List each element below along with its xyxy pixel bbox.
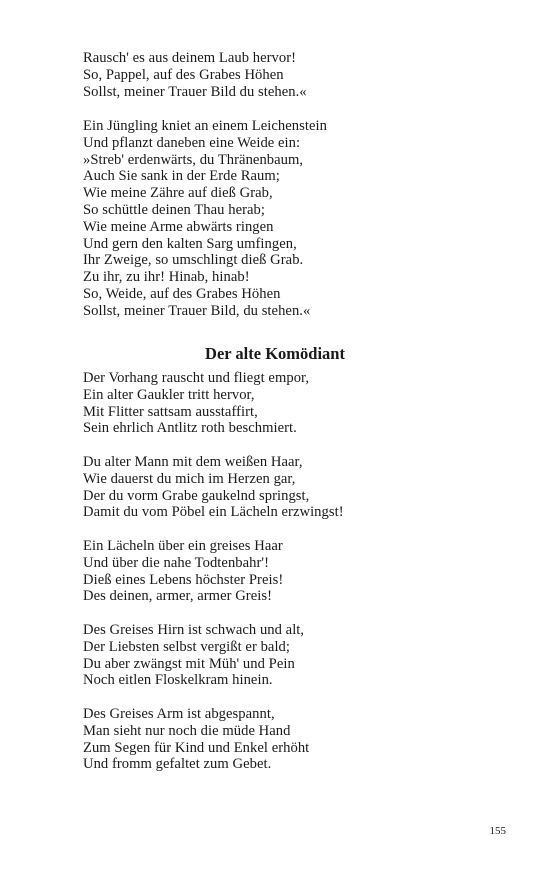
stanza — [83, 370, 309, 437]
verse-line: Der du vorm Grabe gaukelnd springst, — [83, 487, 310, 504]
verse-line: Und fromm gefaltet zum Gebet. — [83, 756, 272, 773]
verse-line: Man sieht nur noch die müde Hand — [83, 722, 291, 739]
verse-line: So schüttle deinen Thau herab; — [83, 201, 265, 218]
verse-line: Ein alter Gaukler tritt hervor, — [83, 386, 255, 403]
page-number: 155 — [489, 825, 506, 837]
stanza — [83, 706, 309, 773]
verse-line: Und pflanzt daneben eine Weide ein: — [83, 134, 301, 151]
verse-line: Und gern den kalten Sarg umfingen, — [83, 235, 297, 252]
stanza — [83, 622, 304, 689]
verse-line: Auch Sie sank in der Erde Raum; — [83, 168, 280, 185]
verse-line: Zum Segen für Kind und Enkel erhöht — [83, 739, 310, 756]
verse-line: Der Liebsten selbst vergißt er bald; — [83, 638, 291, 655]
verse-line: Wie dauerst du mich im Herzen gar, — [83, 470, 296, 487]
verse-line: So, Weide, auf des Grabes Höhen — [83, 285, 281, 302]
verse-line: Sein ehrlich Antlitz roth beschmiert. — [83, 420, 297, 437]
stanza — [83, 118, 327, 320]
verse-line: Noch eitlen Floskelkram hinein. — [83, 672, 273, 689]
verse-line: Damit du vom Pöbel ein Lächeln erzwingst! — [83, 504, 344, 521]
verse-line: Des deinen, armer, armer Greis! — [83, 588, 272, 605]
verse-line: Wie meine Arme abwärts ringen — [83, 218, 274, 235]
verse-line: Des Greises Arm ist abgespannt, — [83, 706, 275, 722]
verse-line: Ein Jüngling kniet an einem Leichenstein — [83, 118, 327, 134]
verse-line: Ein Lächeln über ein greises Haar — [83, 538, 283, 554]
verse-line: So, Pappel, auf des Grabes Höhen — [83, 66, 284, 83]
verse-line: Mit Flitter sattsam ausstaffirt, — [83, 403, 258, 420]
verse-line: Sollst, meiner Trauer Bild du stehen.« — [83, 83, 307, 100]
verse-line: Du aber zwängst mit Müh' und Pein — [83, 655, 295, 672]
verse-line: Dieß eines Lebens höchster Preis! — [83, 571, 284, 588]
poem-title: Der alte Komödiant — [205, 344, 345, 363]
verse-line: Des Greises Hirn ist schwach und alt, — [83, 622, 305, 638]
verse-line: Du alter Mann mit dem weißen Haar, — [83, 454, 303, 470]
verse-line: Wie meine Zähre auf dieß Grab, — [83, 185, 273, 202]
stanza — [83, 50, 307, 100]
stanza — [83, 454, 344, 521]
verse-line: Sollst, meiner Trauer Bild, du stehen.« — [83, 302, 311, 319]
verse-line: »Streb' erdenwärts, du Thränenbaum, — [83, 151, 304, 168]
verse-line: Rausch' es aus deinem Laub hervor! — [83, 50, 297, 66]
verse-line: Zu ihr, zu ihr! Hinab, hinab! — [83, 269, 250, 286]
verse-line: Der Vorhang rauscht und fliegt empor, — [83, 370, 310, 386]
verse-line: Ihr Zweige, so umschlingt dieß Grab. — [83, 252, 304, 269]
verse-line: Und über die nahe Todtenbahr'! — [83, 554, 270, 571]
stanza — [83, 538, 283, 605]
